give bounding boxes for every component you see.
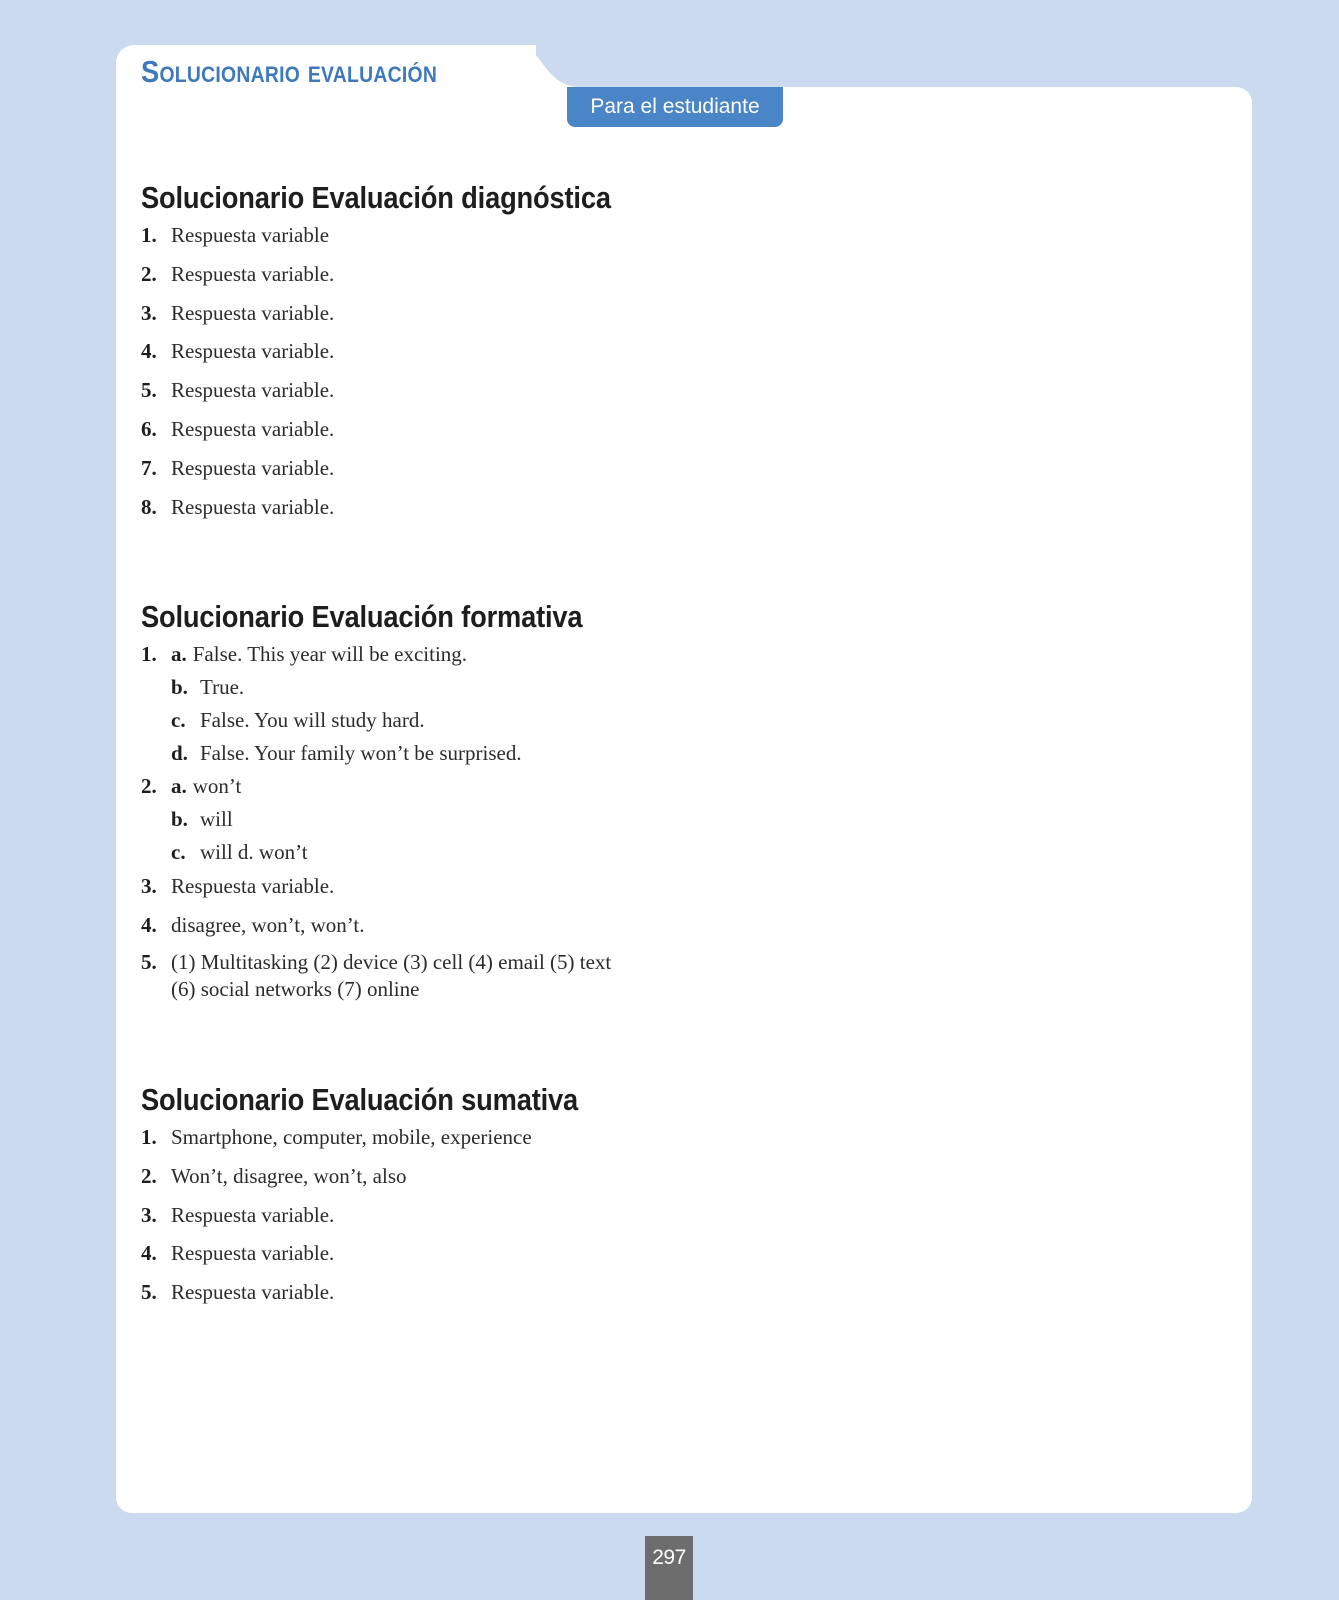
sub-item xyxy=(171,774,241,798)
item-text-line: (6) social networks (7) online xyxy=(171,976,420,1001)
list-item xyxy=(141,1238,638,1277)
item-number: 5. xyxy=(141,378,157,403)
item-text: Respuesta variable. xyxy=(171,416,335,441)
sub-item-label: d. xyxy=(171,741,188,765)
item-number: 1. xyxy=(141,642,157,666)
sub-item-label: b. xyxy=(171,675,188,699)
list-item xyxy=(141,871,643,910)
list-item xyxy=(141,220,675,259)
item-number: 2. xyxy=(141,774,157,798)
list-item xyxy=(141,771,643,804)
list-item xyxy=(141,414,675,453)
item-number: 5. xyxy=(141,949,157,974)
item-text: Respuesta variable. xyxy=(171,494,335,519)
sub-item xyxy=(141,804,643,837)
sub-item-label: c. xyxy=(171,840,186,864)
page-number: 297 xyxy=(645,1536,693,1600)
section-diagnostica xyxy=(141,178,675,530)
item-text: Respuesta variable. xyxy=(171,261,335,286)
section-title: Solucionario Evaluación formativa xyxy=(141,599,583,634)
list-item xyxy=(141,949,643,1003)
item-text: Smartphone, computer, mobile, experience xyxy=(171,1125,532,1149)
item-text: Respuesta variable. xyxy=(171,300,335,325)
sub-item-text: False. Your family won’t be surprised. xyxy=(200,741,522,765)
answer-list xyxy=(141,1122,638,1316)
item-number: 3. xyxy=(141,300,157,325)
item-text-line: (1) Multitasking (2) device (3) cell (4) email (5) text xyxy=(171,949,612,974)
section-formativa xyxy=(141,597,643,1003)
item-number: 4. xyxy=(141,1241,157,1266)
list-item xyxy=(141,298,675,337)
item-number: 1. xyxy=(141,223,157,247)
sub-item-text: False. This year will be exciting. xyxy=(192,642,468,666)
sub-item xyxy=(141,837,643,871)
answer-list xyxy=(141,639,643,1003)
answer-list xyxy=(141,220,675,530)
item-text: Respuesta variable. xyxy=(171,455,335,480)
item-number: 1. xyxy=(141,1125,157,1149)
sub-item-label: a. xyxy=(171,642,187,666)
list-item xyxy=(141,1277,638,1316)
item-text: Respuesta variable. xyxy=(171,339,335,364)
item-number: 6. xyxy=(141,416,157,441)
section-title: Solucionario Evaluación sumativa xyxy=(141,1082,579,1117)
sub-item-text: True. xyxy=(200,675,245,699)
list-item xyxy=(141,492,675,531)
item-text: Respuesta variable. xyxy=(171,378,335,403)
list-item xyxy=(141,1122,638,1161)
sub-item-text: False. You will study hard. xyxy=(200,708,425,732)
item-number: 3. xyxy=(141,874,157,898)
list-item xyxy=(141,910,643,949)
section-title: Solucionario Evaluación diagnóstica xyxy=(141,180,611,215)
list-item xyxy=(141,1161,638,1200)
item-number: 4. xyxy=(141,339,157,364)
item-number: 2. xyxy=(141,261,157,286)
item-text: Won’t, disagree, won’t, also xyxy=(171,1163,407,1188)
item-number: 7. xyxy=(141,455,157,480)
item-text: Respuesta variable. xyxy=(171,874,335,898)
sub-item xyxy=(171,642,467,666)
list-item xyxy=(141,259,675,298)
list-item xyxy=(141,336,675,375)
sub-item-text: won’t xyxy=(192,774,242,798)
sub-item-label: c. xyxy=(171,708,186,732)
sub-item xyxy=(141,705,643,738)
section-sumativa xyxy=(141,1080,638,1316)
item-text: Respuesta variable. xyxy=(171,1280,335,1305)
item-text: Respuesta variable xyxy=(171,223,330,247)
sub-item xyxy=(141,672,643,705)
list-item xyxy=(141,453,675,492)
sub-item-text: will xyxy=(200,807,233,831)
item-number: 5. xyxy=(141,1280,157,1305)
sub-item-label: a. xyxy=(171,774,187,798)
item-number: 2. xyxy=(141,1163,157,1188)
item-text: Respuesta variable. xyxy=(171,1202,335,1227)
item-number: 4. xyxy=(141,912,157,937)
item-number: 8. xyxy=(141,494,157,519)
sub-item-text: will d. won’t xyxy=(200,840,308,864)
sub-item-label: b. xyxy=(171,807,188,831)
audience-badge: Para el estudiante xyxy=(567,87,783,127)
list-item xyxy=(141,1200,638,1239)
header-title: Solucionario evaluación xyxy=(141,54,438,89)
list-item xyxy=(141,639,643,672)
item-text: Respuesta variable. xyxy=(171,1241,335,1266)
list-item xyxy=(141,375,675,414)
item-number: 3. xyxy=(141,1202,157,1227)
item-text: disagree, won’t, won’t. xyxy=(171,912,365,937)
sub-item xyxy=(141,738,643,771)
